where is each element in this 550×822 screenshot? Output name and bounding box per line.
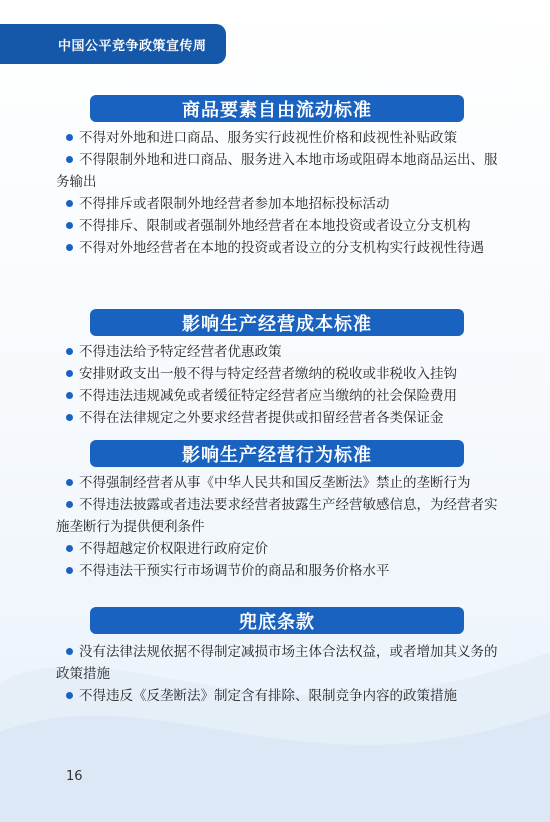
bullet-icon bbox=[66, 244, 73, 251]
list-item: 不得对外地经营者在本地的投资或者设立的分支机构实行歧视性待遇 bbox=[56, 237, 508, 259]
list-item: 不得违法干预实行市场调节价的商品和服务价格水平 bbox=[56, 560, 508, 582]
bullet-icon bbox=[66, 479, 73, 486]
section-header-production-behavior: 影响生产经营行为标准 bbox=[90, 440, 464, 467]
bullet-icon bbox=[66, 692, 73, 699]
list-item: 不得排斥或者限制外地经营者参加本地招标投标活动 bbox=[56, 193, 508, 215]
bullet-icon bbox=[66, 392, 73, 399]
list-item: 安排财政支出一般不得与特定经营者缴纳的税收或非税收入挂钩 bbox=[56, 363, 508, 385]
bullet-icon bbox=[66, 648, 73, 655]
section-list-production-behavior bbox=[56, 472, 508, 582]
section-list-catch-all bbox=[56, 641, 508, 707]
bullet-icon bbox=[66, 222, 73, 229]
list-item: 不得在法律规定之外要求经营者提供或扣留经营者各类保证金 bbox=[56, 407, 508, 429]
bullet-icon bbox=[66, 348, 73, 355]
bullet-icon bbox=[66, 567, 73, 574]
list-item: 没有法律法规依据不得制定减损市场主体合法权益，或者增加其义务的政策措施 bbox=[56, 644, 498, 682]
list-item: 不得违法违规减免或者缓征特定经营者应当缴纳的社会保险费用 bbox=[56, 385, 508, 407]
bullet-icon bbox=[66, 501, 73, 508]
list-item: 不得超越定价权限进行政府定价 bbox=[56, 538, 508, 560]
list-item: 不得限制外地和进口商品、服务进入本地市场或阻碍本地商品运出、服务输出 bbox=[56, 152, 498, 190]
list-item: 不得强制经营者从事《中华人民共和国反垄断法》禁止的垄断行为 bbox=[56, 472, 508, 494]
section-header-factor-flow: 商品要素自由流动标准 bbox=[90, 95, 464, 122]
bullet-icon bbox=[66, 545, 73, 552]
list-item: 不得对外地和进口商品、服务实行歧视性价格和歧视性补贴政策 bbox=[56, 127, 508, 149]
list-item: 不得排斥、限制或者强制外地经营者在本地投资或者设立分支机构 bbox=[56, 215, 508, 237]
section-list-factor-flow bbox=[56, 127, 508, 259]
publicity-week-title: 中国公平竞争政策宣传周 bbox=[58, 38, 207, 54]
bullet-icon bbox=[66, 200, 73, 207]
list-item: 不得违法披露或者违法要求经营者披露生产经营敏感信息，为经营者实施垄断行为提供便利条件 bbox=[56, 497, 498, 535]
bullet-icon bbox=[66, 414, 73, 421]
bullet-icon bbox=[66, 156, 73, 163]
section-header-production-cost: 影响生产经营成本标准 bbox=[90, 309, 464, 336]
page-number: 16 bbox=[66, 769, 83, 784]
section-list-production-cost bbox=[56, 341, 508, 429]
section-header-catch-all: 兜底条款 bbox=[90, 607, 464, 634]
list-item: 不得违反《反垄断法》制定含有排除、限制竞争内容的政策措施 bbox=[56, 685, 508, 707]
publicity-week-tab bbox=[0, 24, 226, 64]
bullet-icon bbox=[66, 370, 73, 377]
list-item: 不得违法给予特定经营者优惠政策 bbox=[56, 341, 508, 363]
bullet-icon bbox=[66, 134, 73, 141]
